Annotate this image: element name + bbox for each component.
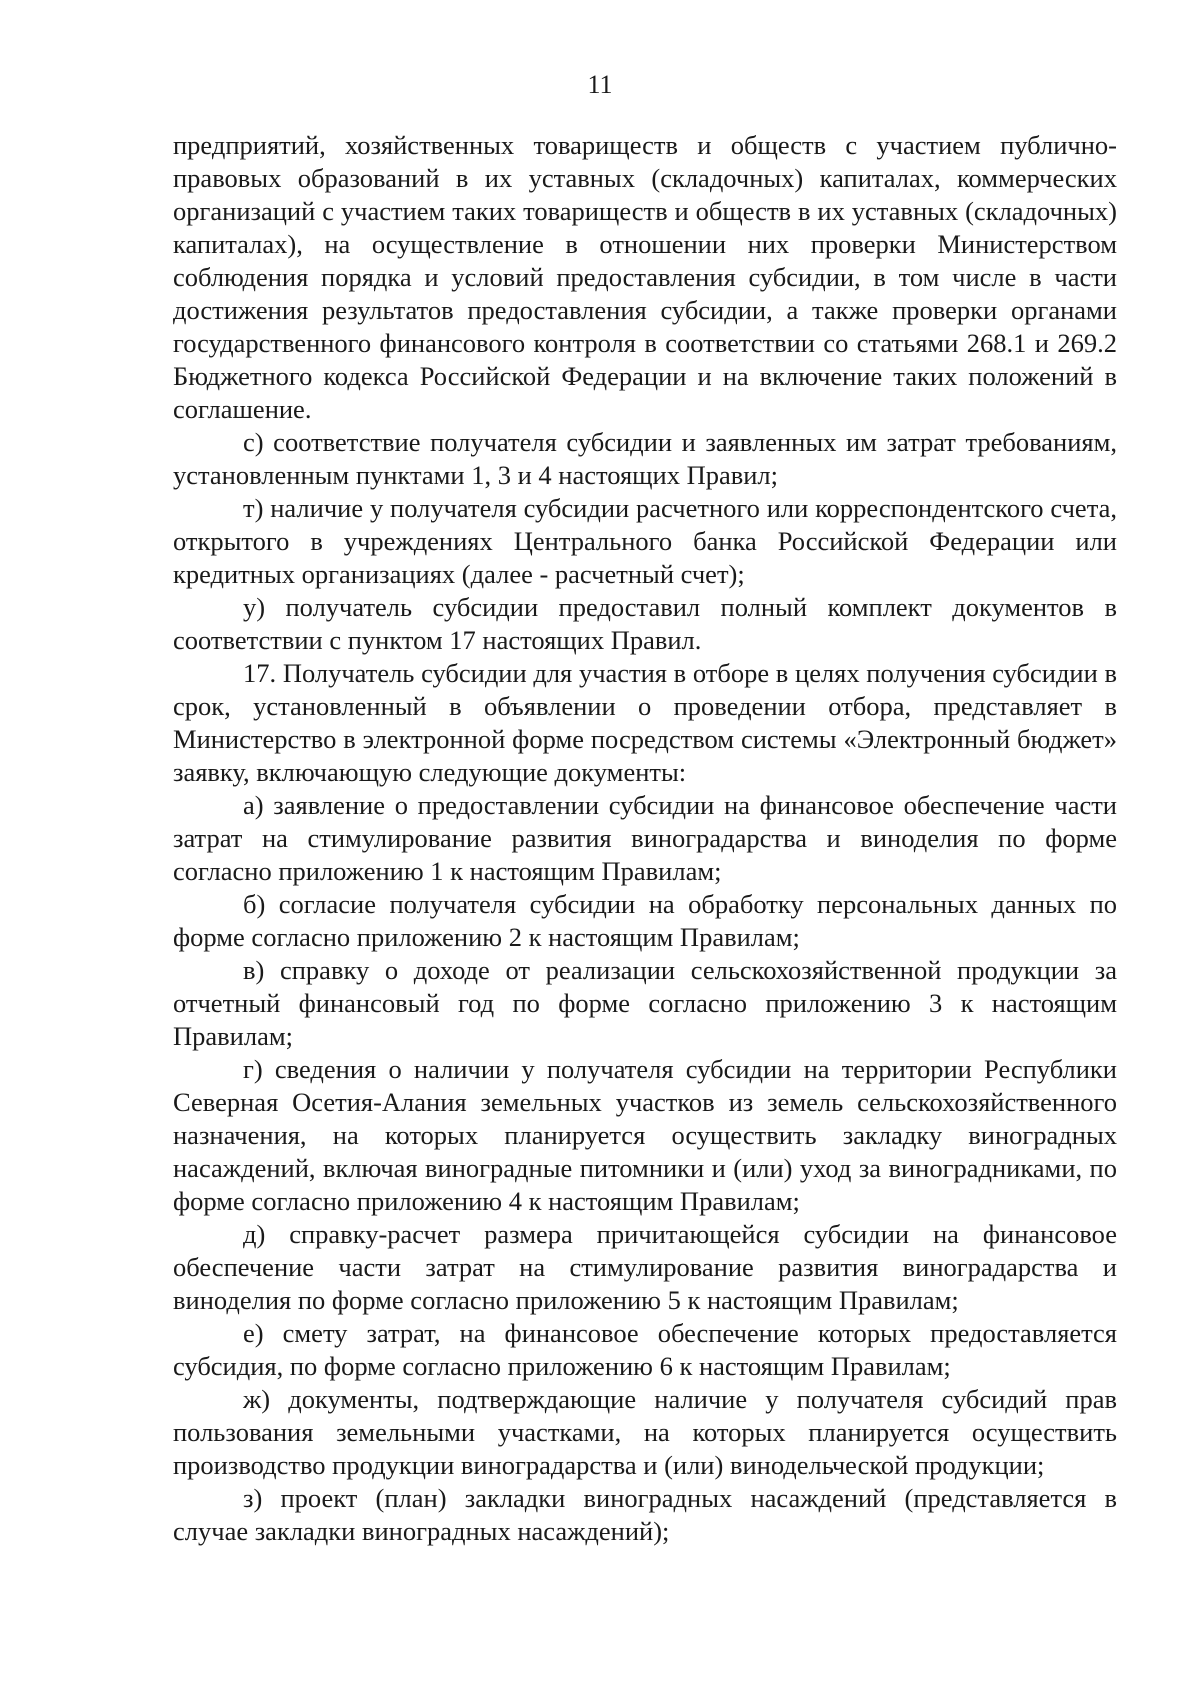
page-number: 11 bbox=[587, 70, 613, 99]
paragraph-item-g: г) сведения о наличии у получателя субсидии на территории Республики Северная Осетия-Алания земельных участков из земель сельскохозяйственного назначения, на которых планируется осуществить закладку виноградных насаждений, включая виноградные питомники и (или) уход за виноградниками, по форме согласно приложению 4 к настоящим Правилам; bbox=[173, 1054, 1117, 1216]
paragraph-continuation: предприятий, хозяйственных товариществ и обществ с участием публично-правовых образований в их уставных (складочных) капиталах, коммерческих организаций с участием таких товариществ и обществ в их уставных (складочных) капиталах), на осуществление в отношении них проверки Министерством соблюдения порядка и условий предоставления субсидии, в том числе в части достижения результатов предоставления субсидии, а также проверки органами государственного финансового контроля в соответствии со статьями 268.1 и 269.2 Бюджетного кодекса Российской Федерации и на включение таких положений в соглашение. bbox=[173, 130, 1117, 424]
paragraph-item-z: з) проект (план) закладки виноградных насаждений (представляется в случае закладки виноградных насаждений); bbox=[173, 1483, 1117, 1546]
paragraph-item-zh: ж) документы, подтверждающие наличие у получателя субсидий прав пользования земельными участками, на которых планируется осуществить производство продукции виноградарства и (или) винодельческой продукции; bbox=[173, 1384, 1117, 1480]
paragraph-item-a: а) заявление о предоставлении субсидии на финансовое обеспечение части затрат на стимулирование развития виноградарства и виноделия по форме согласно приложению 1 к настоящим Правилам; bbox=[173, 790, 1117, 886]
paragraph-item-s: с) соответствие получателя субсидии и заявленных им затрат требованиям, установленным пунктами 1, 3 и 4 настоящих Правил; bbox=[173, 427, 1117, 490]
paragraph-item-b: б) согласие получателя субсидии на обработку персональных данных по форме согласно приложению 2 к настоящим Правилам; bbox=[173, 889, 1117, 952]
paragraph-item-d: д) справку-расчет размера причитающейся субсидии на финансовое обеспечение части затрат на стимулирование развития виноградарства и виноделия по форме согласно приложению 5 к настоящим Правилам; bbox=[173, 1219, 1117, 1315]
paragraph-item-v: в) справку о доходе от реализации сельскохозяйственной продукции за отчетный финансовый год по форме согласно приложению 3 к настоящим Правилам; bbox=[173, 955, 1117, 1051]
paragraph-section-17: 17. Получатель субсидии для участия в отборе в целях получения субсидии в срок, установленный в объявлении о проведении отбора, представляет в Министерство в электронной форме посредством системы «Электронный бюджет» заявку, включающую следующие документы: bbox=[173, 658, 1117, 787]
paragraph-item-t: т) наличие у получателя субсидии расчетного или корреспондентского счета, открытого в учреждениях Центрального банка Российской Федерации или кредитных организациях (далее - расчетный счет); bbox=[173, 493, 1117, 589]
paragraph-item-u: у) получатель субсидии предоставил полный комплект документов в соответствии с пунктом 17 настоящих Правил. bbox=[173, 592, 1117, 655]
document-body bbox=[173, 129, 1117, 1548]
paragraph-item-e: е) смету затрат, на финансовое обеспечение которых предоставляется субсидия, по форме согласно приложению 6 к настоящим Правилам; bbox=[173, 1318, 1117, 1381]
